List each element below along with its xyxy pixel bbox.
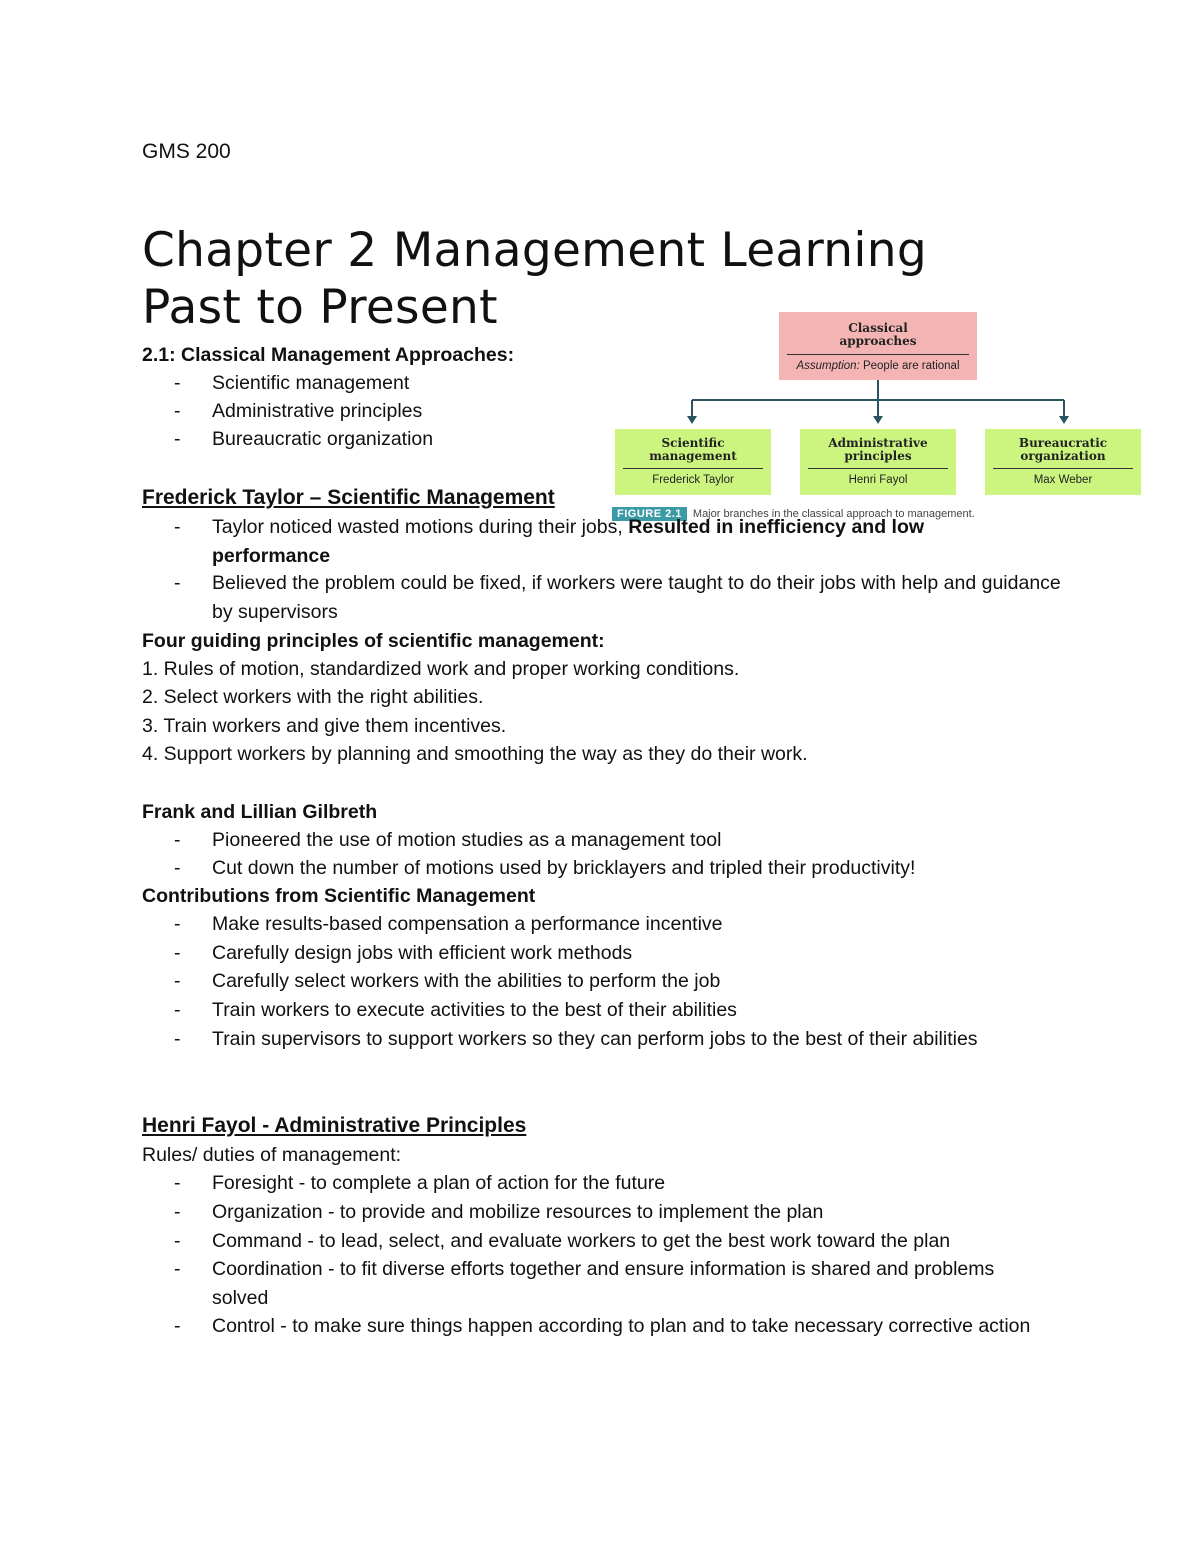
principle-item: 4. Support workers by planning and smoothing the way as they do their work. — [142, 743, 808, 765]
course-code: GMS 200 — [142, 140, 231, 163]
principle-item: 3. Train workers and give them incentives. — [142, 715, 507, 737]
figure-top-title: Classical approaches — [839, 321, 917, 348]
figure-branch-administrative: Administrative principles Henri Fayol — [800, 429, 956, 495]
figure-branch-scientific: Scientific management Frederick Taylor — [615, 429, 771, 495]
figure-connector-arrows — [612, 310, 1144, 430]
figure-caption: FIGURE 2.1 Major branches in the classical approach to management. — [612, 507, 975, 521]
fayol-intro: Rules/ duties of management: — [142, 1144, 402, 1166]
classical-approaches-figure — [612, 310, 1144, 528]
principles-heading: Four guiding principles of scientific management: — [142, 630, 605, 652]
taylor-heading: Frederick Taylor – Scientific Management — [142, 486, 555, 509]
section-heading: 2.1: Classical Management Approaches: — [142, 344, 515, 366]
gilbreth-heading: Frank and Lillian Gilbreth — [142, 801, 378, 823]
figure-tag: FIGURE 2.1 — [612, 507, 687, 521]
figure-branch-bureaucratic: Bureaucratic organization Max Weber — [985, 429, 1141, 495]
principle-item: 1. Rules of motion, standardized work and proper working conditions. — [142, 658, 740, 680]
fayol-heading: Henri Fayol - Administrative Principles — [142, 1114, 527, 1137]
page-title: Chapter 2 Management Learning Past to Present — [142, 223, 927, 335]
principle-item: 2. Select workers with the right abilities. — [142, 686, 484, 708]
figure-assumption: Assumption: People are rational — [796, 360, 960, 372]
contributions-heading: Contributions from Scientific Management — [142, 885, 536, 907]
